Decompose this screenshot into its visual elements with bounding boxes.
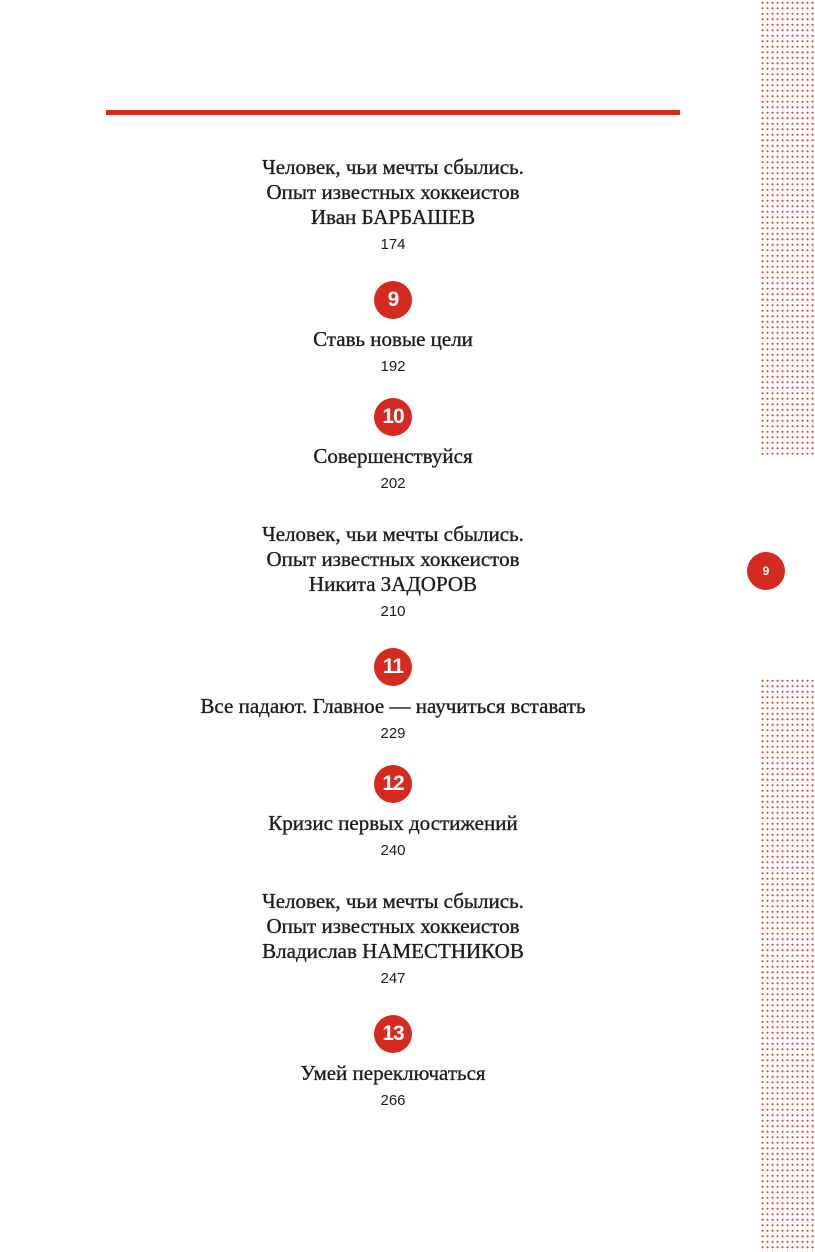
decorative-dot-pattern-bottom [760, 678, 815, 1252]
toc-entry-story[interactable] [106, 522, 680, 621]
top-red-rule [106, 110, 680, 115]
page-number-badge: 9 [747, 552, 785, 590]
entry-title-line: Человек, чьи мечты сбылись. [262, 889, 524, 913]
chapter-number-badge: 11 [374, 648, 412, 686]
chapter-title: Ставь новые цели [313, 327, 473, 351]
entry-page-number: 229 [380, 725, 406, 742]
toc-entry-chapter[interactable] [106, 398, 680, 493]
toc-entry-story[interactable] [106, 889, 680, 988]
chapter-title: Кризис первых достижений [268, 811, 518, 835]
entry-title-line: Опыт известных хоккеистов [266, 914, 520, 938]
chapter-title: Совершенствуйся [313, 444, 473, 468]
toc-entry-chapter[interactable] [106, 281, 680, 376]
entry-title-line: Опыт известных хоккеистов [266, 547, 520, 571]
chapter-title: Умей переключаться [300, 1061, 486, 1085]
entry-author-line: Владислав НАМЕСТНИКОВ [262, 939, 524, 963]
entry-page-number: 210 [380, 603, 406, 620]
toc-entry-chapter[interactable] [106, 648, 680, 743]
entry-title-line: Опыт известных хоккеистов [266, 180, 520, 204]
chapter-number-badge: 13 [374, 1015, 412, 1053]
chapter-number-badge: 10 [374, 398, 412, 436]
entry-author-line: Никита ЗАДОРОВ [308, 572, 478, 596]
entry-page-number: 202 [380, 475, 406, 492]
toc-entry-chapter[interactable] [106, 765, 680, 860]
entry-page-number: 192 [380, 358, 406, 375]
decorative-dot-pattern-top [760, 0, 815, 458]
toc-entry-story[interactable] [106, 155, 680, 254]
chapter-title: Все падают. Главное — научиться вставать [200, 694, 586, 718]
entry-title-line: Человек, чьи мечты сбылись. [262, 522, 524, 546]
entry-page-number: 174 [380, 236, 406, 253]
entry-title-line: Человек, чьи мечты сбылись. [262, 155, 524, 179]
entry-page-number: 247 [380, 970, 406, 987]
chapter-number-badge: 9 [374, 281, 412, 319]
toc-entry-chapter[interactable] [106, 1015, 680, 1110]
chapter-number-badge: 12 [374, 765, 412, 803]
entry-page-number: 266 [380, 1092, 406, 1109]
entry-author-line: Иван БАРБАШЕВ [310, 205, 476, 229]
entry-page-number: 240 [380, 842, 406, 859]
